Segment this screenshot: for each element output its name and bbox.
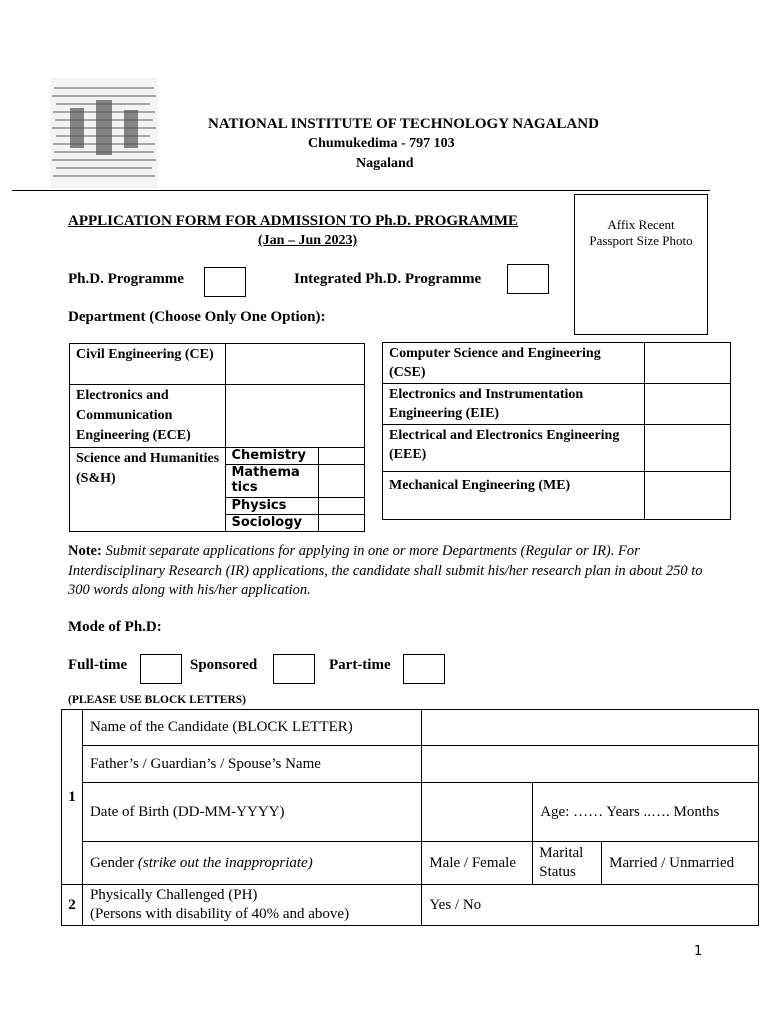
full-time-checkbox[interactable] — [140, 654, 182, 684]
subject-mathematics: Mathema tics — [226, 465, 319, 498]
gender-options[interactable]: Male / Female — [422, 842, 533, 885]
full-time-label: Full-time — [68, 657, 128, 673]
dept-ece-checkbox[interactable] — [226, 385, 365, 448]
ph-options[interactable]: Yes / No — [422, 885, 759, 926]
department-table-left — [69, 343, 365, 532]
dept-eee-checkbox[interactable] — [645, 425, 731, 472]
candidate-details-table — [61, 709, 759, 926]
department-label: Department (Choose Only One Option): — [68, 309, 326, 325]
header-divider — [12, 190, 710, 191]
photo-box-line-1: Affix Recent — [607, 217, 675, 232]
dept-sh: Science and Humanities (S&H) — [70, 448, 226, 532]
integrated-phd-label: Integrated Ph.D. Programme — [294, 271, 482, 287]
address-line-1: Chumukedima - 797 103 — [308, 136, 455, 151]
institute-name: NATIONAL INSTITUTE OF TECHNOLOGY NAGALAND — [208, 116, 599, 132]
part-time-label: Part-time — [329, 657, 391, 673]
institute-logo — [50, 78, 158, 188]
subject-sociology-checkbox[interactable] — [319, 515, 365, 532]
dept-eie: Electronics and Instrumentation Engineering (EIE) — [383, 384, 645, 425]
guardian-label: Father’s / Guardian’s / Spouse’s Name — [82, 746, 421, 783]
mode-label: Mode of Ph.D: — [68, 619, 162, 635]
note-text: Submit separate applications for applying in one or more Departments (Regular or IR). For Interdisciplinary Research (IR) applications, the candidate shall submit his/her research plan in about 250 to 300 words along with his/her application. — [68, 543, 703, 598]
marital-options[interactable]: Married / Unmarried — [602, 842, 759, 885]
name-label: Name of the Candidate (BLOCK LETTER) — [82, 710, 421, 746]
subject-chemistry-checkbox[interactable] — [319, 448, 365, 465]
subject-chemistry: Chemistry — [226, 448, 319, 465]
note-label: Note: — [68, 543, 102, 559]
phd-programme-checkbox[interactable] — [204, 267, 246, 297]
dept-me-checkbox[interactable] — [645, 472, 731, 520]
part-time-checkbox[interactable] — [403, 654, 445, 684]
subject-physics-checkbox[interactable] — [319, 498, 365, 515]
dept-eee: Electrical and Electronics Engineering (EEE) — [383, 425, 645, 472]
ph-label-text: Physically Challenged (PH) — [89, 887, 258, 903]
ph-sublabel: (Persons with disability of 40% and above) — [89, 906, 350, 922]
phd-programme-label: Ph.D. Programme — [68, 271, 184, 287]
dept-eie-checkbox[interactable] — [645, 384, 731, 425]
row-number-1: 1 — [62, 710, 83, 885]
age-field[interactable]: Age: …… Years ..…. Months — [533, 783, 759, 842]
dept-cse-checkbox[interactable] — [645, 343, 731, 384]
sponsored-label: Sponsored — [190, 657, 258, 673]
address-line-2: Nagaland — [356, 156, 414, 171]
dept-civil-checkbox[interactable] — [226, 344, 365, 385]
page-number: 1 — [694, 944, 703, 959]
form-title: APPLICATION FORM FOR ADMISSION TO Ph.D. PROGRAMME — [68, 213, 519, 229]
subject-mathematics-checkbox[interactable] — [319, 465, 365, 498]
photo-box-line-2: Passport Size Photo — [589, 233, 693, 248]
dob-input[interactable] — [422, 783, 533, 842]
marital-label: Marital Status — [533, 842, 602, 885]
photo-box — [574, 194, 708, 335]
dept-cse: Computer Science and Engineering (CSE) — [383, 343, 645, 384]
dept-ece: Electronics and Communication Engineering (ECE) — [70, 385, 226, 448]
row-number-2: 2 — [62, 885, 83, 926]
name-input[interactable] — [422, 710, 759, 746]
sponsored-checkbox[interactable] — [273, 654, 315, 684]
dept-me: Mechanical Engineering (ME) — [383, 472, 645, 520]
ph-label — [82, 885, 421, 926]
note — [68, 542, 718, 601]
gender-label-text: Gender — [89, 854, 135, 871]
block-letters-note: (PLEASE USE BLOCK LETTERS) — [68, 694, 246, 706]
form-session: (Jan – Jun 2023) — [258, 233, 358, 248]
guardian-input[interactable] — [422, 746, 759, 783]
gender-label — [82, 842, 421, 885]
dob-label: Date of Birth (DD-MM-YYYY) — [82, 783, 421, 842]
gender-hint: (strike out the inappropriate) — [137, 854, 313, 871]
subject-sociology: Sociology — [226, 515, 319, 532]
subject-physics: Physics — [226, 498, 319, 515]
department-table-right — [382, 342, 731, 520]
dept-civil: Civil Engineering (CE) — [70, 344, 226, 385]
integrated-phd-checkbox[interactable] — [507, 264, 549, 294]
